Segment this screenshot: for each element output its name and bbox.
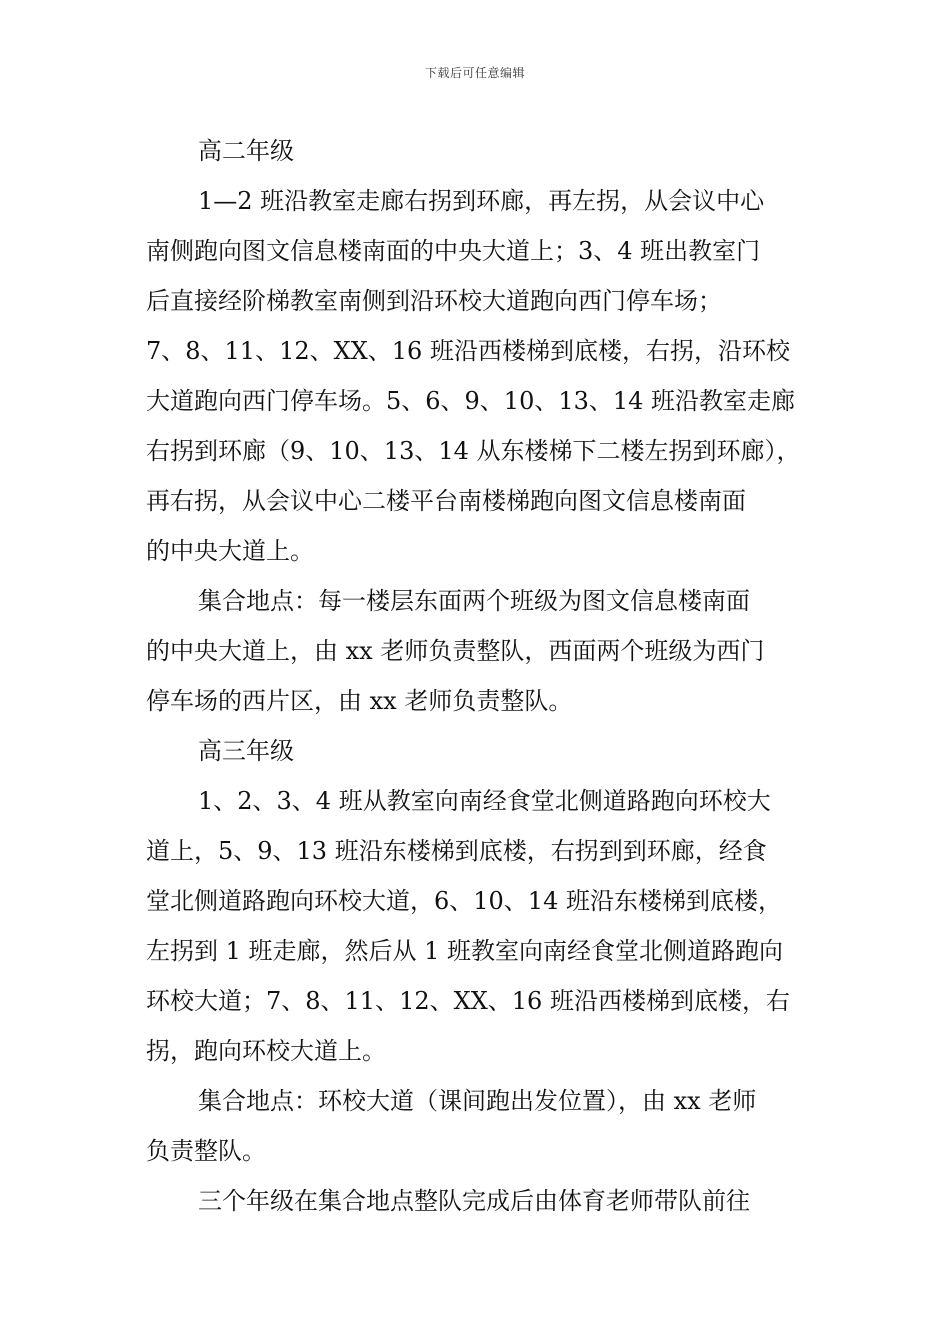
- paragraph-line: 右拐到环廊（9、10、13、14 从东楼梯下二楼左拐到环廊），: [146, 437, 801, 465]
- paragraph-line: 南侧跑向图文信息楼南面的中央大道上；3、4 班出教室门: [146, 237, 761, 265]
- grade3-route-paragraph: [146, 776, 816, 1076]
- paragraph-line: 1、2、3、4 班从教室向南经食堂北侧道路跑向环校大: [198, 787, 771, 815]
- grade2-route-paragraph: [146, 176, 816, 576]
- grade3-heading: 高三年级: [198, 737, 294, 765]
- paragraph-line: 后直接经阶梯教室南侧到沿环校大道跑向西门停车场；: [146, 287, 722, 315]
- paragraph-line: 环校大道；7、8、11、12、XX、16 班沿西楼梯到底楼，右: [146, 987, 790, 1015]
- grade2-assembly-paragraph: [146, 576, 816, 726]
- paragraph-line: 停车场的西片区，由 xx 老师负责整队。: [146, 687, 573, 715]
- paragraph-line: 三个年级在集合地点整队完成后由体育老师带队前往: [198, 1187, 750, 1215]
- paragraph-line: 道上，5、9、13 班沿东楼梯到底楼，右拐到到环廊，经食: [146, 837, 767, 865]
- document-body: [146, 126, 816, 1226]
- paragraph-line: 堂北侧道路跑向环校大道，6、10、14 班沿东楼梯到底楼，: [146, 887, 782, 915]
- paragraph-line: 的中央大道上，由 xx 老师负责整队，西面两个班级为西门: [146, 637, 765, 665]
- closing-paragraph: [146, 1176, 816, 1226]
- paragraph-line: 集合地点：每一楼层东面两个班级为图文信息楼南面: [198, 587, 750, 615]
- paragraph-line: 再右拐，从会议中心二楼平台南楼梯跑向图文信息楼南面: [146, 487, 746, 515]
- paragraph-line: 大道跑向西门停车场。5、6、9、10、13、14 班沿教室走廊: [146, 387, 796, 415]
- grade2-heading: 高二年级: [198, 137, 294, 165]
- paragraph-line: 拐，跑向环校大道上。: [146, 1037, 386, 1065]
- paragraph-line: 1—2 班沿教室走廊右拐到环廊，再左拐，从会议中心: [198, 187, 765, 215]
- paragraph-line: 左拐到 1 班走廊，然后从 1 班教室向南经食堂北侧道路跑向: [146, 937, 784, 965]
- grade3-assembly-paragraph: [146, 1076, 816, 1176]
- paragraph-line: 集合地点：环校大道（课间跑出发位置），由 xx 老师: [198, 1087, 757, 1115]
- page-header-note: 下载后可任意编辑: [424, 66, 525, 80]
- paragraph-line: 7、8、11、12、XX、16 班沿西楼梯到底楼，右拐，沿环校: [146, 337, 790, 365]
- paragraph-line: 的中央大道上。: [146, 537, 314, 565]
- paragraph-line: 负责整队。: [146, 1137, 266, 1165]
